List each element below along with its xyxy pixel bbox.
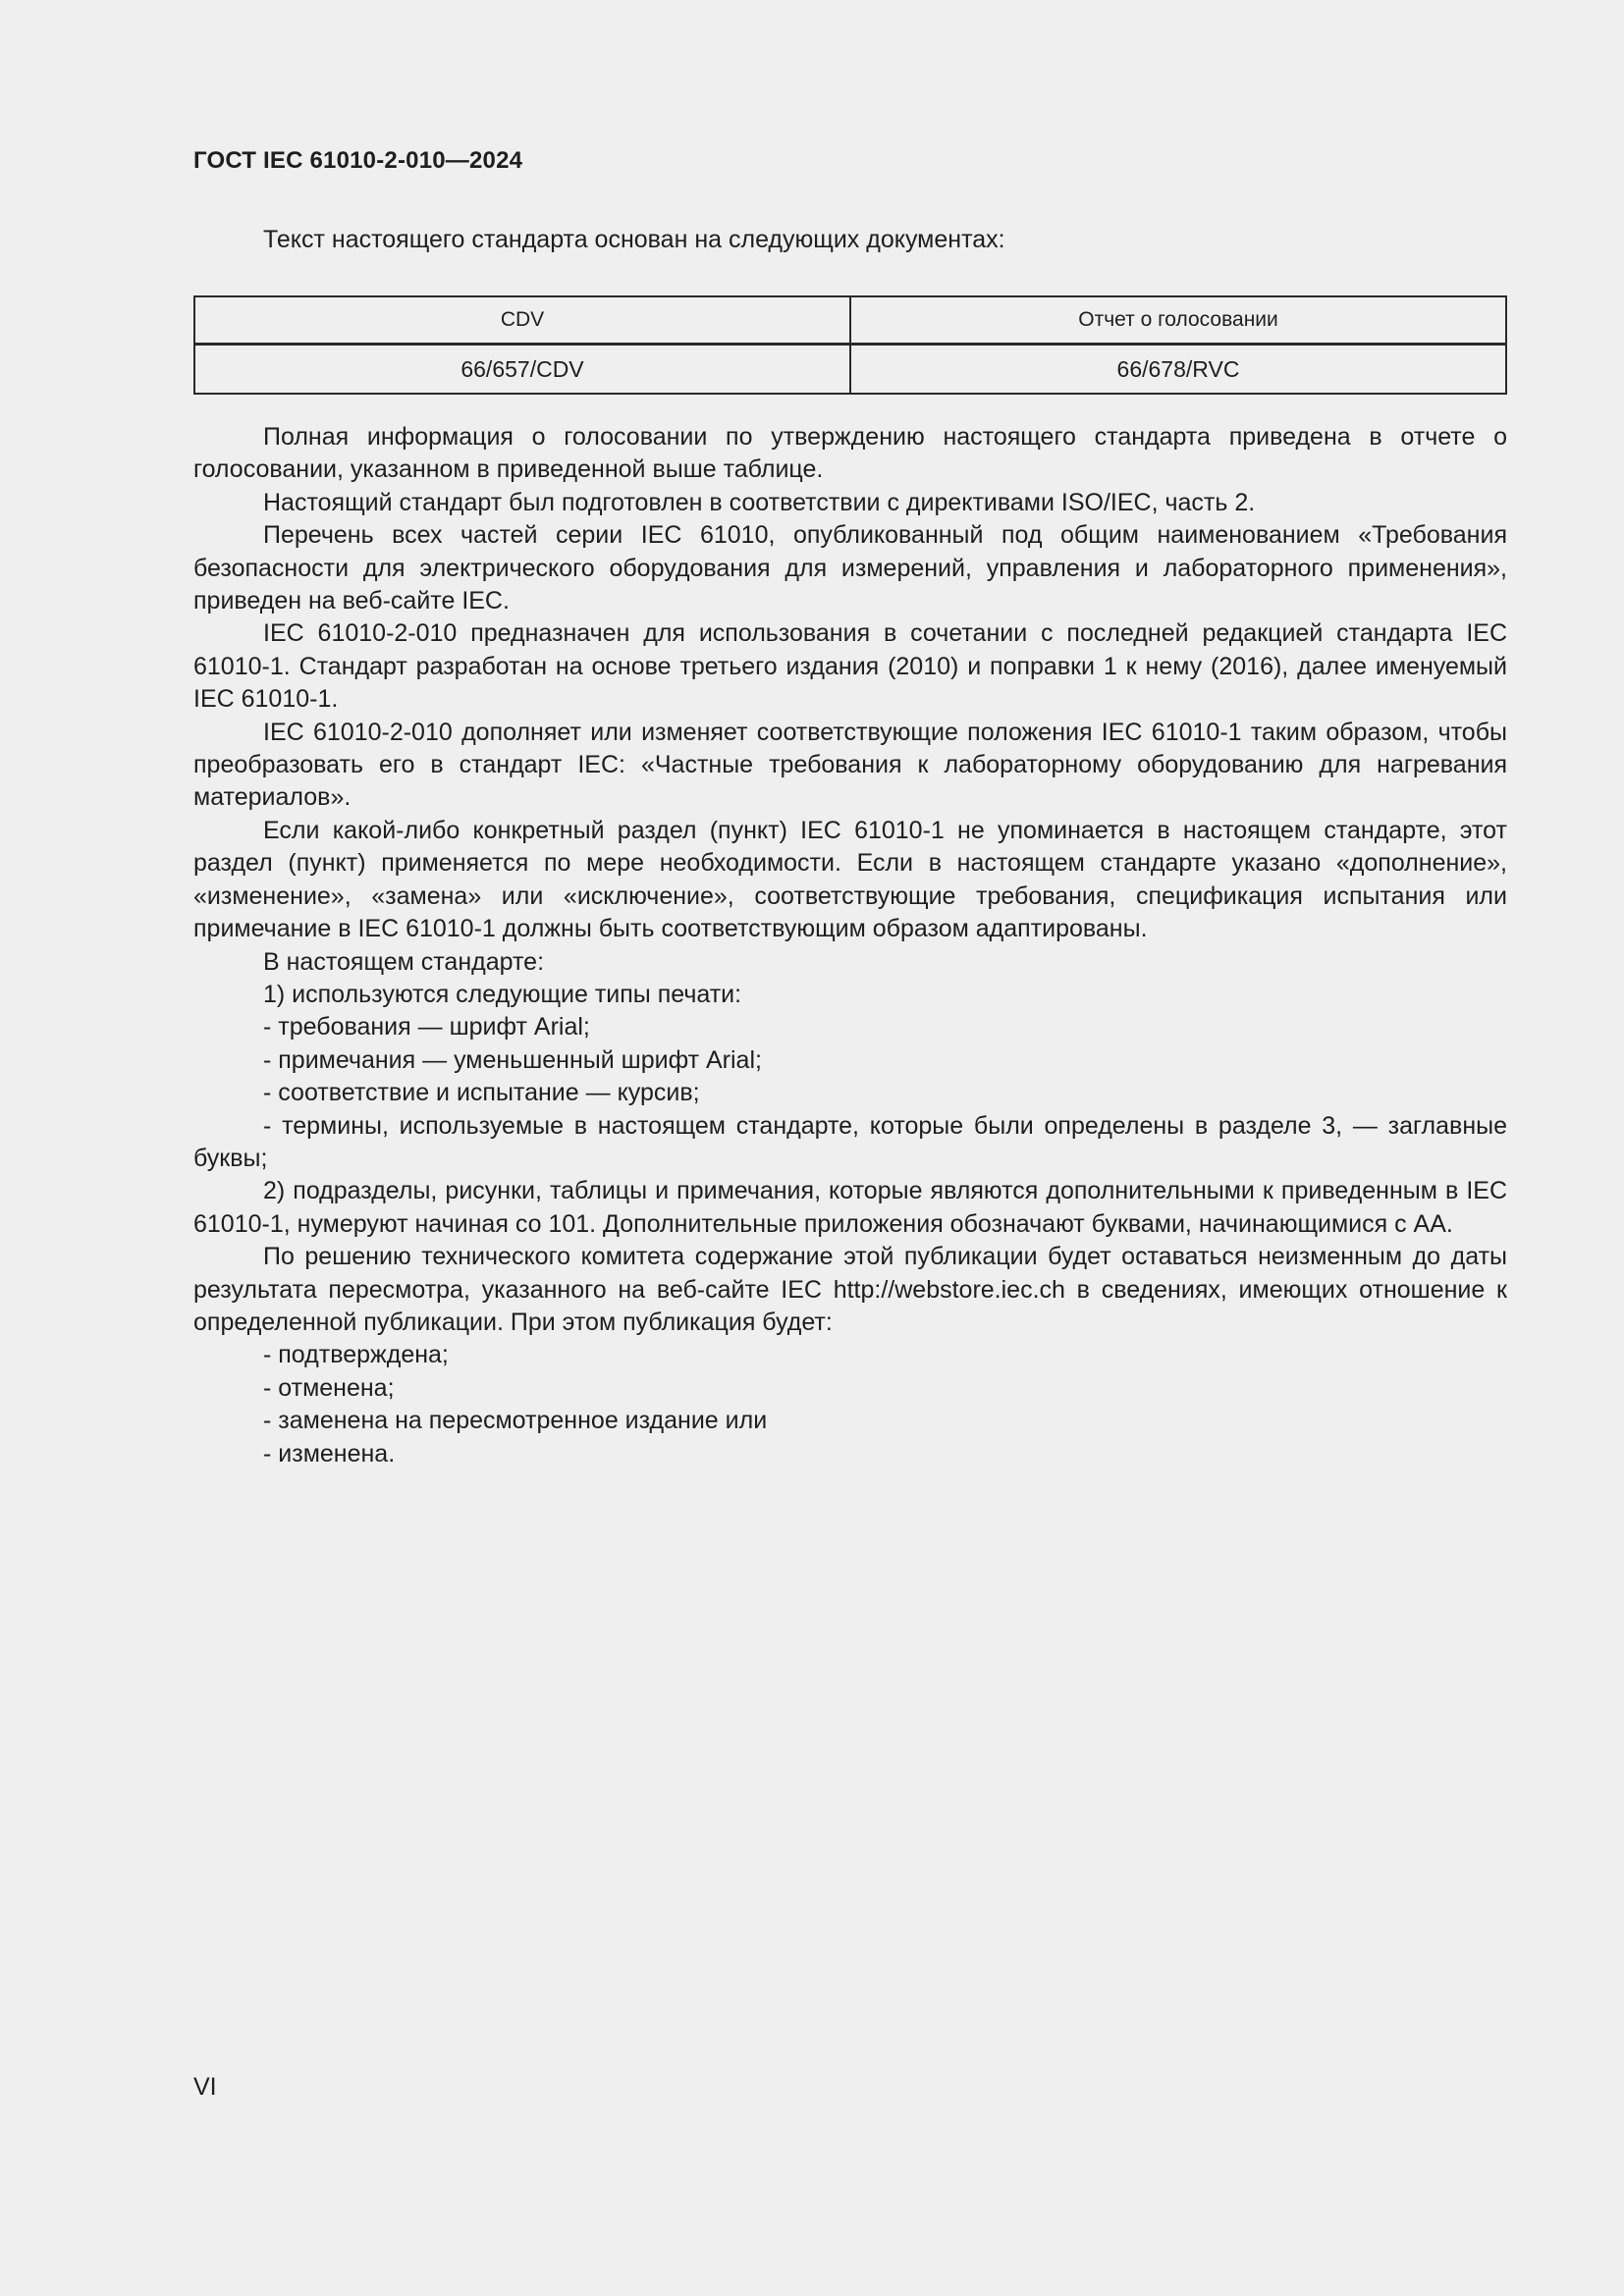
paragraph-intended-use: IEC 61010-2-010 предназначен для использования в сочетании с последней редакцией стандарта IEC 61010-1. Стандарт разработан на основе третьего издания (2010) и поправки 1 к нему (2016), далее именуемый IEC 61010-1. <box>193 619 1507 714</box>
list-item-numbering: 2) подразделы, рисунки, таблицы и примечания, которые являются дополнительными к приведенным в IEC 61010-1, нумеруют начиная со 101. Дополнительные приложения обозначают буквами, начинающимися с АА. <box>193 1177 1507 1238</box>
list-item-terms-font: - термины, используемые в настоящем стандарте, которые были определены в разделе 3, — заглавные буквы; <box>193 1111 1507 1172</box>
table-cell-rvc: 66/678/RVC <box>850 345 1506 395</box>
paragraph-maintenance: По решению технического комитета содержание этой публикации будет оставаться неизменным до даты результата пересмотра, указанного на веб-сайте IEC http://webstore.iec.ch в сведениях, имеющих отношение к определенной публикации. При этом публикация будет: <box>193 1243 1507 1336</box>
paragraph-series-list: Перечень всех частей серии IEC 61010, опубликованный под общим наименованием «Требования безопасности для электрического оборудования для измерений, управления и лабораторного применения», приведен на веб-сайте IEC. <box>193 521 1507 615</box>
table-cell-cdv: 66/657/CDV <box>194 345 850 395</box>
paragraph-clause-handling: Если какой-либо конкретный раздел (пункт) IEC 61010-1 не упоминается в настоящем стандарте, этот раздел (пункт) применяется по мере необходимости. Если в настоящем стандарте указано «дополнение», «изменение», «замена» или «исключение», соответствующие требования, спецификация испытания или примечание в IEC 61010-1 должны быть соответствующим образом адаптированы. <box>193 816 1507 943</box>
document-body <box>193 421 1507 1470</box>
table-header-voting-report: Отчет о голосовании <box>850 296 1506 345</box>
list-item-confirmed: - подтверждена; <box>263 1341 449 1369</box>
page-number: VI <box>193 2073 217 2101</box>
list-item-compliance-font: - соответствие и испытание — курсив; <box>263 1079 700 1107</box>
list-item-print-types: 1) используются следующие типы печати: <box>263 980 742 1008</box>
paragraph-directives: Настоящий стандарт был подготовлен в соответствии с директивами ISO/IEC, часть 2. <box>263 488 1256 516</box>
list-item-replaced: - заменена на пересмотренное издание или <box>263 1407 768 1435</box>
voting-documents-table <box>193 295 1507 395</box>
intro-text: Текст настоящего стандарта основан на следующих документах: <box>263 226 1005 253</box>
list-item-withdrawn: - отменена; <box>263 1373 395 1402</box>
paragraph-in-this-standard: В настоящем стандарте: <box>263 947 545 976</box>
table-header-row <box>194 296 1506 345</box>
paragraph-supplements: IEC 61010-2-010 дополняет или изменяет соответствующие положения IEC 61010-1 таким образом, чтобы преобразовать его в стандарт IEC: «Частные требования к лабораторному оборудованию для нагревания материалов». <box>193 718 1507 812</box>
list-item-notes-font: - примечания — уменьшенный шрифт Arial; <box>263 1045 762 1074</box>
table-row <box>194 345 1506 395</box>
list-item-amended: - изменена. <box>263 1439 396 1468</box>
paragraph-voting-info: Полная информация о голосовании по утверждению настоящего стандарта приведена в отчете о голосовании, указанном в приведенной выше таблице. <box>193 423 1507 484</box>
document-code-header: ГОСТ IEC 61010-2-010—2024 <box>193 147 523 174</box>
list-item-requirements-font: - требования — шрифт Arial; <box>263 1013 590 1041</box>
table-header-cdv: CDV <box>194 296 850 345</box>
